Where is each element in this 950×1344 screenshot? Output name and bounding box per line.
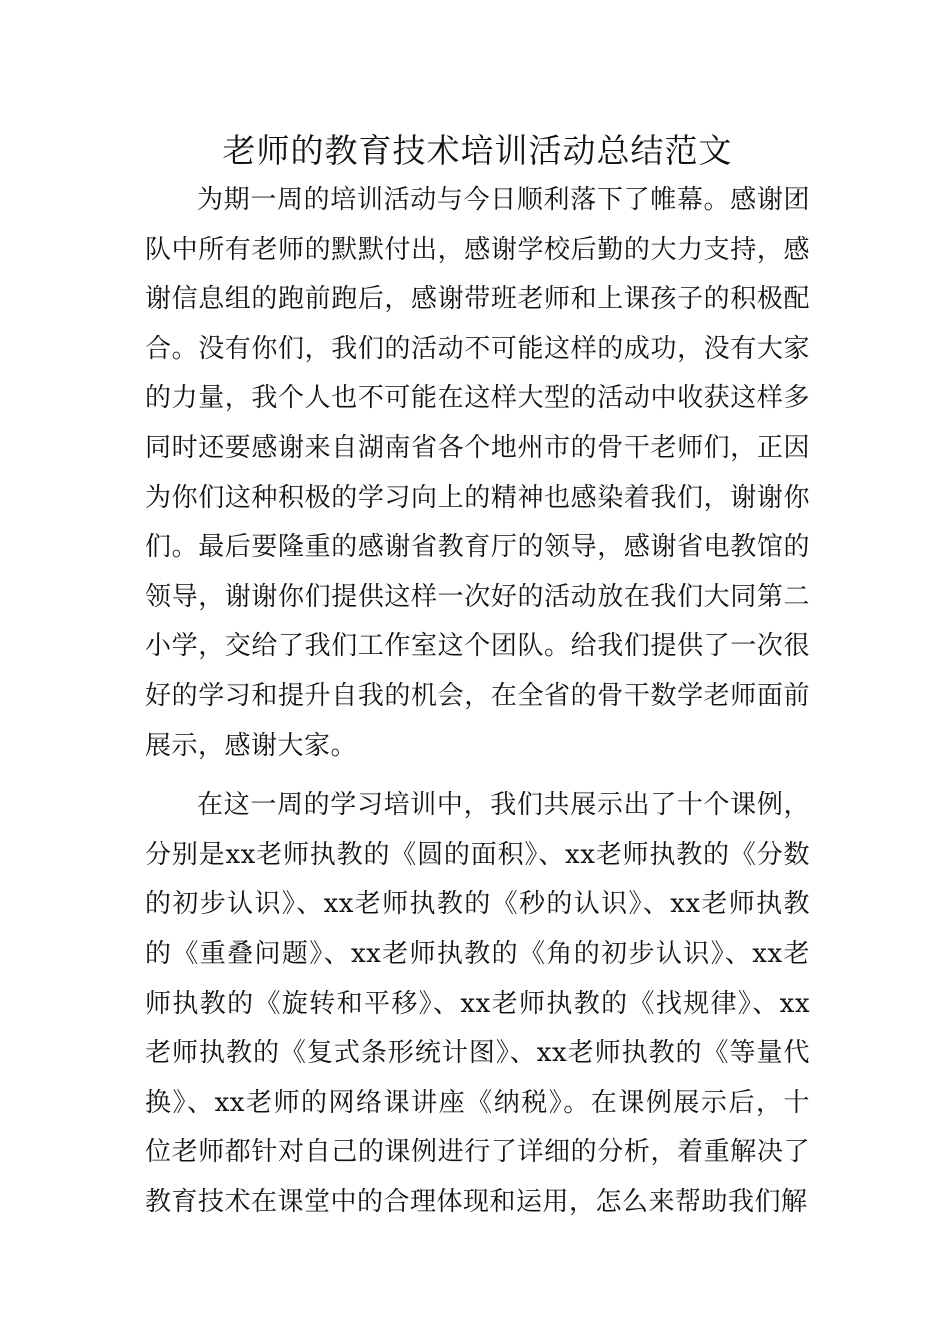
document-page xyxy=(145,126,810,1227)
paragraph-1: 为期一周的培训活动与今日顺利落下了帷幕。感谢团队中所有老师的默默付出，感谢学校后勤的大力支持，感谢信息组的跑前跑后，感谢带班老师和上课孩子的积极配合。没有你们，我们的活动不可能这样的成功，没有大家的力量，我个人也不可能在这样大型的活动中收获这样多同时还要感谢来自湖南省各个地州市的骨干老师们，正因为你们这种积极的学习向上的精神也感染着我们，谢谢你们。最后要隆重的感谢省教育厅的领导，感谢省电教馆的领导，谢谢你们提供这样一次好的活动放在我们大同第二小学，交给了我们工作室这个团队。给我们提供了一次很好的学习和提升自我的机会，在全省的骨干数学老师面前展示，感谢大家。 xyxy=(145,185,810,761)
document-title: 老师的教育技术培训活动总结范文 xyxy=(222,131,733,170)
paragraph-2: 在这一周的学习培训中，我们共展示出了十个课例，分别是xx老师执教的《圆的面积》、xx老师执教的《分数的初步认识》、xx老师执教的《秒的认识》、xx老师执教的《重叠问题》、xx老师执教的《角的初步认识》、xx老师执教的《旋转和平移》、xx老师执教的《找规律》、xx老师执教的《复式条形统计图》、xx老师执教的《等量代换》、xx老师的网络课讲座《纳税》。在课例展示后，十位老师都针对自己的课例进行了详细的分析，着重解决了教育技术在课堂中的合理体现和运用，怎么来帮助我们解 xyxy=(145,790,810,1217)
